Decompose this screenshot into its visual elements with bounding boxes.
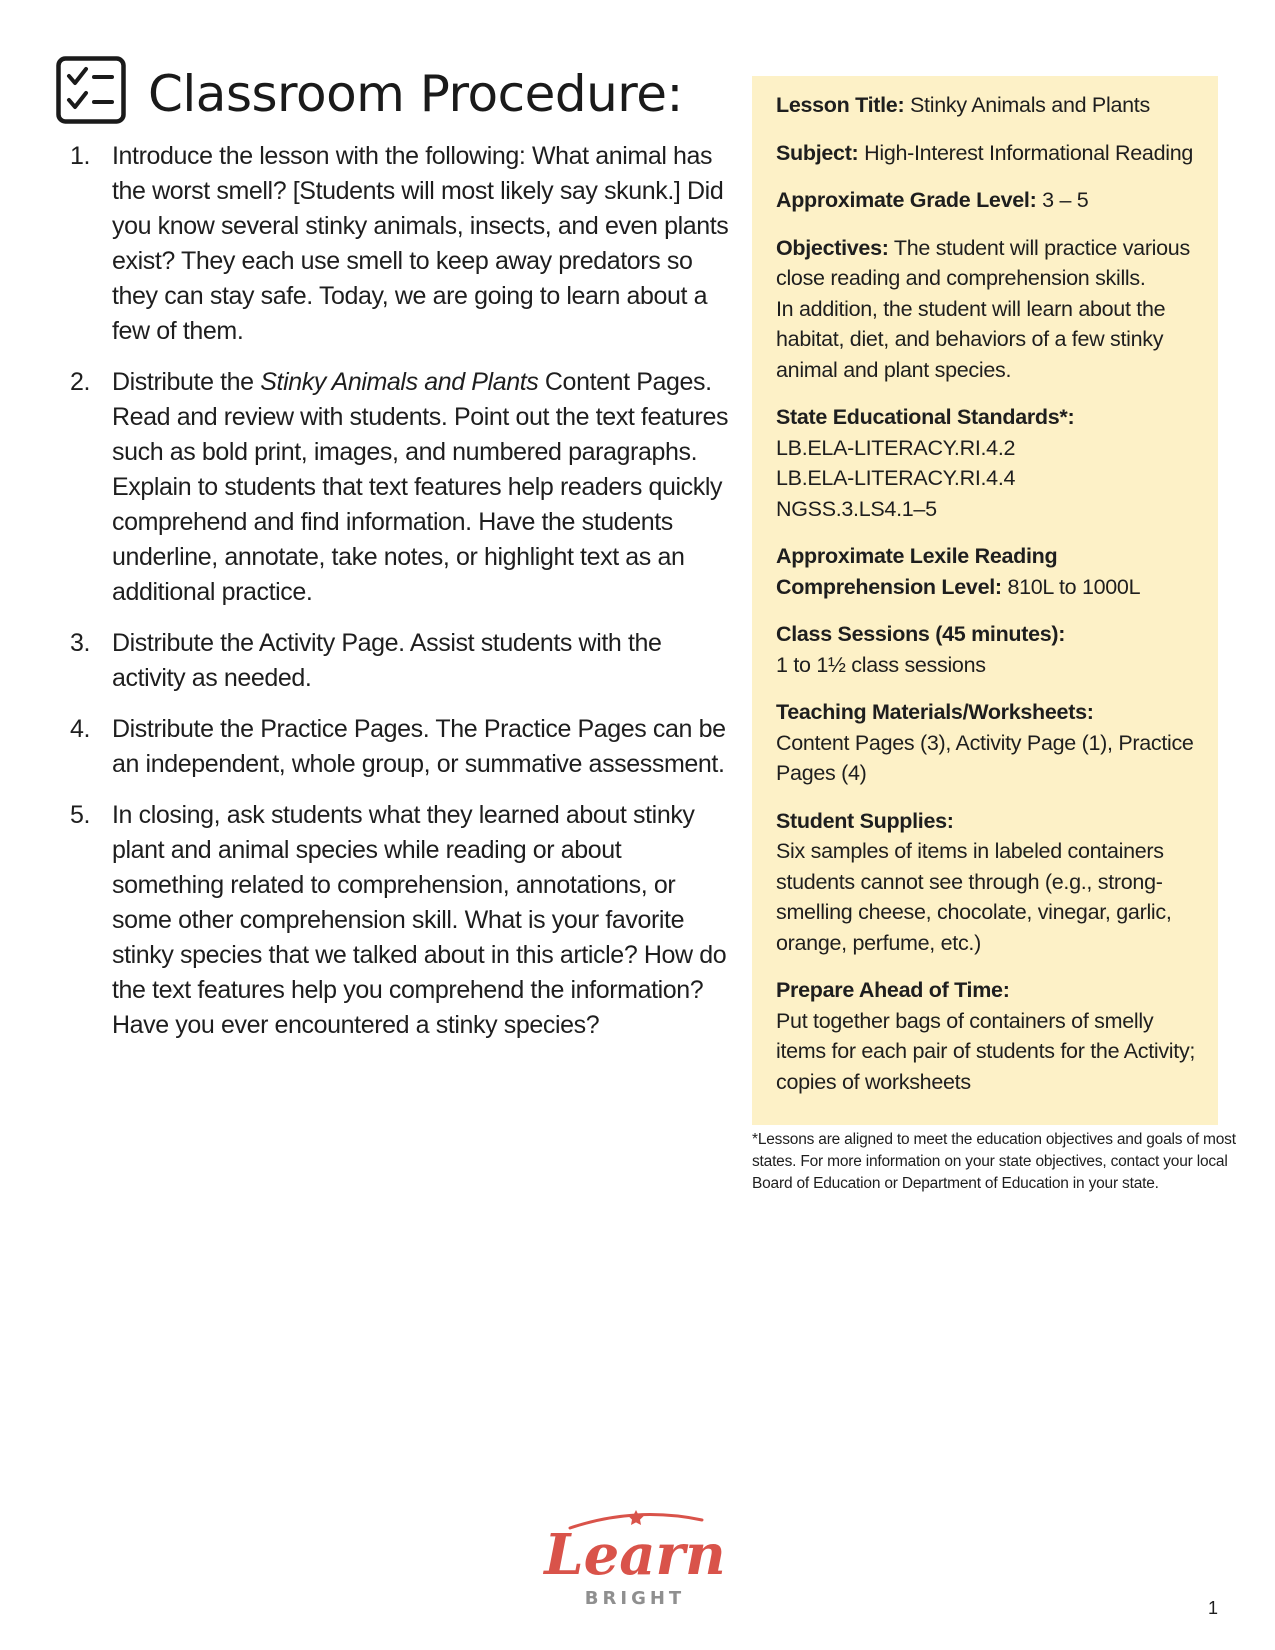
step-text: Distribute the Activity Page. Assist students with the activity as needed. bbox=[112, 629, 662, 692]
step-text-part: Distribute the bbox=[112, 368, 261, 396]
field-label: Prepare Ahead of Time: bbox=[776, 978, 1010, 1002]
step-text: In closing, ask students what they learned about stinky plant and animal species while reading or about something related to comprehension, annotations, or some other comprehension skill. What is your favorite stinky species that we talked about in this article? How do the text features help you comprehend the information? Have you ever encountered a stinky species? bbox=[112, 801, 727, 1039]
field-label: Teaching Materials/Worksheets: bbox=[776, 700, 1094, 724]
standard-item: NGSS.3.LS4.1–5 bbox=[776, 496, 937, 521]
step-text-part: Content Pages. Read and review with students. Point out the text features such as bold print, images, and numbered paragraphs. Explain to students that text features help readers quickly comprehend and find information. Have the students underline, annotate, take notes, or highlight text as an additional practice. bbox=[112, 368, 729, 606]
grade-level-field bbox=[776, 185, 1202, 216]
field-label: Comprehension Level: bbox=[776, 574, 1002, 599]
procedure-step bbox=[70, 712, 730, 782]
field-value: Stinky Animals and Plants bbox=[910, 93, 1150, 117]
field-label: Approximate Grade Level: bbox=[776, 188, 1037, 212]
field-value: 1 to 1½ class sessions bbox=[776, 652, 986, 677]
sessions-field bbox=[776, 619, 1202, 680]
lexile-field bbox=[776, 541, 1202, 602]
field-value: Content Pages (3), Activity Page (1), Practice Pages (4) bbox=[776, 730, 1194, 785]
standards-footnote: *Lessons are aligned to meet the education objectives and goals of most states. For more information on your state objectives, contact your local Board of Education or Department of Education in your state. bbox=[752, 1131, 1236, 1192]
procedure-step bbox=[70, 626, 730, 696]
field-value: Six samples of items in labeled containers students cannot see through (e.g., strong-smelling cheese, chocolate, vinegar, garlic, orange, perfume, etc.) bbox=[776, 839, 1172, 955]
field-label: Objectives: bbox=[776, 235, 889, 260]
field-label: State Educational Standards*: bbox=[776, 405, 1075, 429]
page-title: Classroom Procedure: bbox=[148, 65, 683, 123]
field-value: Put together bags of containers of smelly items for each pair of students for the Activity; copies of worksheets bbox=[776, 1008, 1196, 1094]
field-label: Lesson Title: bbox=[776, 93, 905, 117]
step-number: 5. bbox=[70, 801, 91, 829]
step-number: 3. bbox=[70, 629, 91, 657]
standards-field bbox=[776, 402, 1202, 524]
step-number: 2. bbox=[70, 368, 91, 396]
step-text: Distribute the Practice Pages. The Practice Pages can be an independent, whole group, or summative assessment. bbox=[112, 715, 726, 778]
procedure-list bbox=[70, 139, 730, 1059]
procedure-step bbox=[70, 365, 730, 610]
field-label: Subject: bbox=[776, 140, 859, 165]
standard-item: LB.ELA-LITERACY.RI.4.4 bbox=[776, 466, 1016, 490]
learn-bright-logo bbox=[530, 1508, 740, 1608]
lesson-info-sidebar bbox=[752, 76, 1218, 1125]
subject-field bbox=[776, 138, 1202, 169]
field-label: Student Supplies: bbox=[776, 808, 954, 833]
procedure-step bbox=[70, 798, 730, 1043]
field-value: In addition, the student will learn about the habitat, diet, and behaviors of a few stinky animal and plant species. bbox=[776, 296, 1166, 382]
field-value: High-Interest Informational Reading bbox=[864, 140, 1194, 165]
page-number: 1 bbox=[1208, 1598, 1219, 1618]
logo-wordmark: Learn bbox=[544, 1522, 726, 1588]
logo-subtext: BRIGHT bbox=[584, 1588, 686, 1608]
field-value: The student will practice various close reading and comprehension skills. bbox=[776, 235, 1190, 290]
checklist-icon bbox=[56, 56, 126, 124]
step-number: 4. bbox=[70, 715, 91, 743]
field-label: Class Sessions (45 minutes): bbox=[776, 622, 1066, 646]
field-value: 810L to 1000L bbox=[1007, 574, 1141, 599]
field-label: Approximate Lexile Reading bbox=[776, 544, 1058, 568]
procedure-step bbox=[70, 139, 730, 349]
objectives-field bbox=[776, 233, 1202, 386]
materials-field bbox=[776, 697, 1202, 789]
field-value: 3 – 5 bbox=[1042, 188, 1089, 212]
step-text bbox=[112, 368, 728, 606]
supplies-field bbox=[776, 806, 1202, 959]
lesson-title-field bbox=[776, 90, 1202, 121]
standard-item: LB.ELA-LITERACY.RI.4.2 bbox=[776, 435, 1016, 460]
content-pages-title: Stinky Animals and Plants bbox=[260, 368, 539, 396]
prepare-field bbox=[776, 975, 1202, 1097]
step-number: 1. bbox=[70, 142, 91, 170]
step-text: Introduce the lesson with the following: What animal has the worst smell? [Students will most likely say skunk.] Did you know several stinky animals, insects, and even plants exist? They each use smell to keep away predators so they can stay safe. Today, we are going to learn about a few of them. bbox=[112, 142, 729, 345]
